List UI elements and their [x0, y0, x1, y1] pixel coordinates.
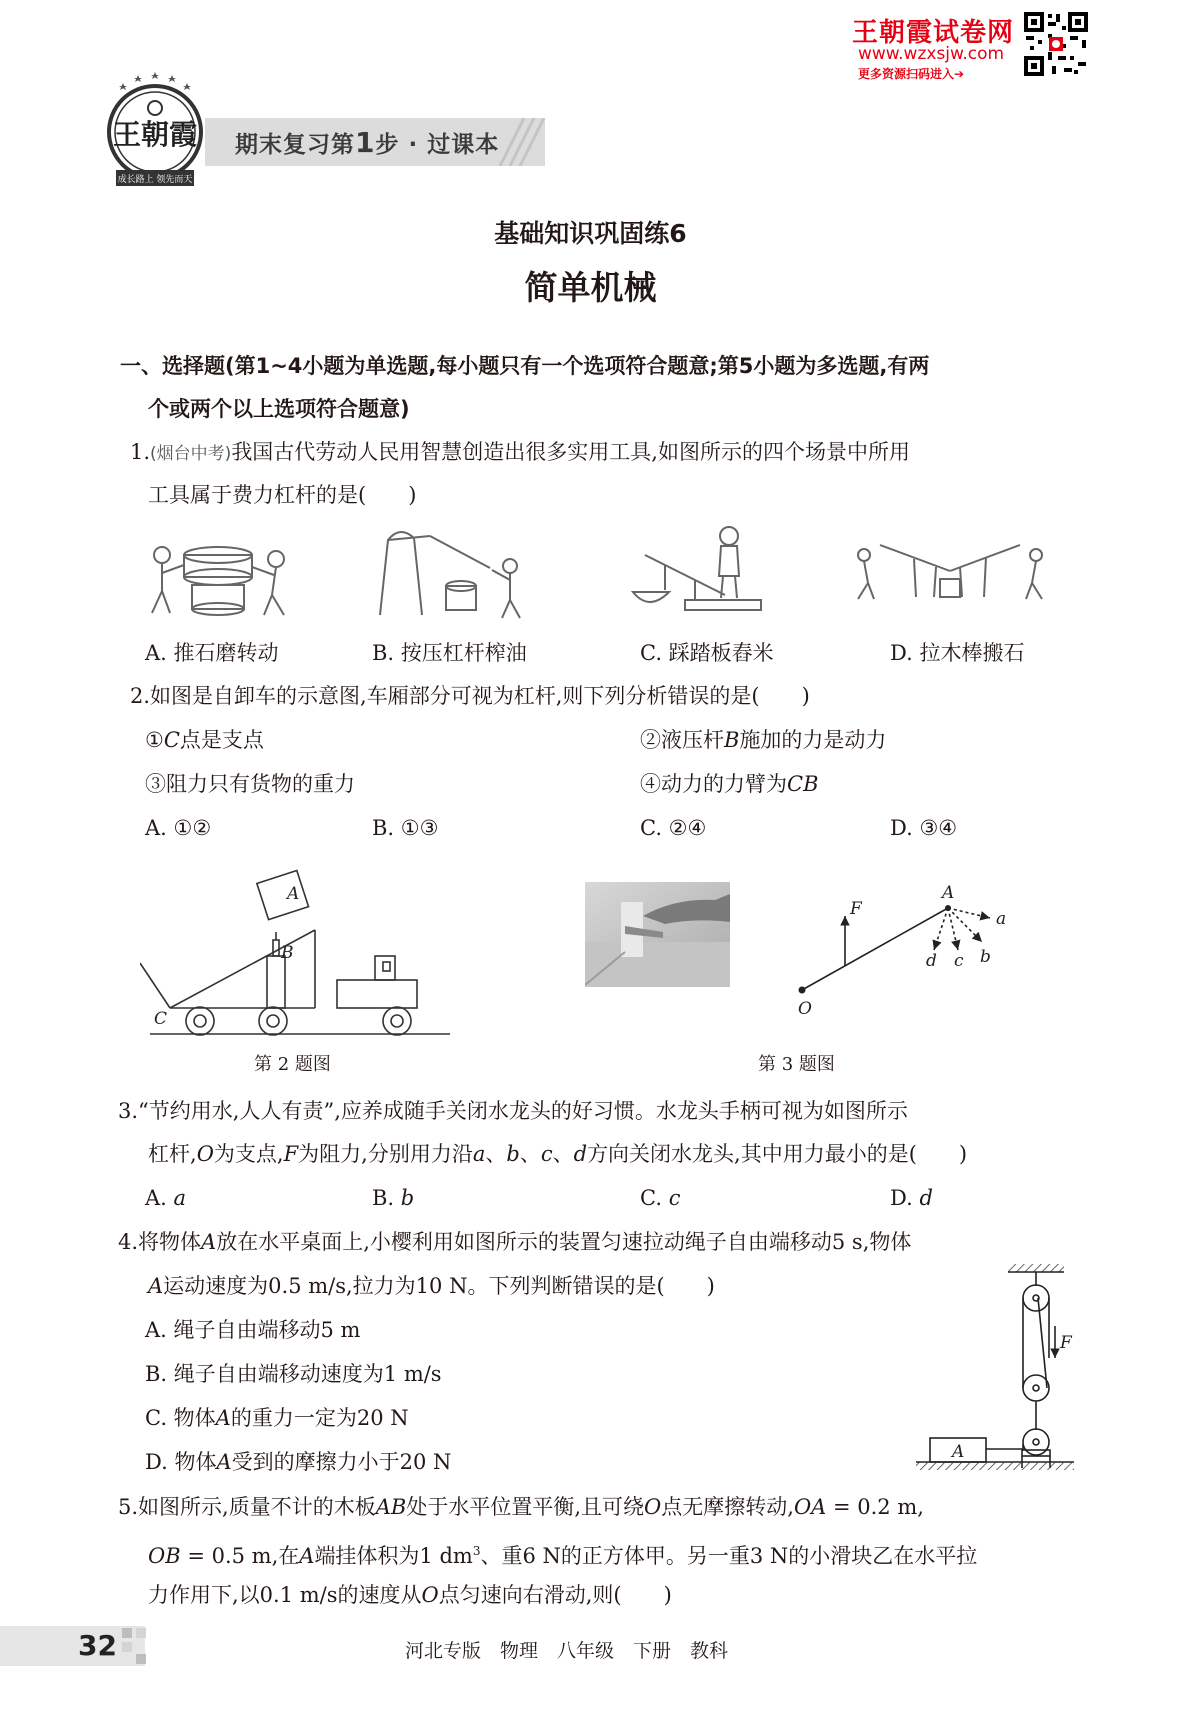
q1-image-lifting-stone — [850, 535, 1050, 605]
page-title: 简单机械 — [524, 268, 657, 307]
q4-option-a[interactable]: A. 绳子自由端移动5 m — [145, 1318, 361, 1342]
q3-option-a[interactable]: A. a — [145, 1186, 187, 1210]
q4-line1: 4.将物体A放在水平桌面上,小樱利用如图所示的装置匀速拉动绳子自由端移动5 s,物体 — [118, 1230, 912, 1254]
q5-line1: 5.如图所示,质量不计的木板AB处于水平位置平衡,且可绕O点无摩擦转动,OA = 0.2 m, — [118, 1495, 924, 1519]
footer-info: 河北专版 物理 八年级 下册 教科 — [405, 1640, 729, 1662]
q4-option-d[interactable]: D. 物体A受到的摩擦力小于20 N — [145, 1450, 452, 1474]
fig3-label-o: O — [798, 999, 812, 1019]
fig3-label-a-point: A — [942, 883, 955, 903]
q3-option-c[interactable]: C. c — [640, 1186, 681, 1210]
q1-line2: 工具属于费力杠杆的是( ) — [148, 483, 417, 507]
fig3-caption: 第 3 题图 — [758, 1054, 835, 1075]
fig3-faucet-photo — [585, 882, 730, 987]
fig2-label-b: B — [281, 943, 294, 963]
q2-statement-2: ②液压杆B施加的力是动力 — [640, 728, 887, 752]
site-title: 王朝霞试卷网 — [852, 18, 1015, 48]
logo-text: 王朝霞 — [112, 118, 198, 151]
q2-option-b[interactable]: B. ①③ — [372, 816, 439, 840]
q2-option-d[interactable]: D. ③④ — [890, 816, 958, 840]
q3-line2: 杠杆,O为支点,F为阻力,分别用力沿a、b、c、d方向关闭水龙头,其中用力最小的是( ) — [148, 1142, 968, 1166]
q4-option-b[interactable]: B. 绳子自由端移动速度为1 m/s — [145, 1362, 442, 1386]
fig2-label-a: A — [287, 884, 300, 904]
q1-image-pestle — [625, 520, 765, 620]
q2-statement-3: ③阻力只有货物的重力 — [145, 772, 355, 796]
q1-option-d[interactable]: D. 拉木棒搬石 — [890, 641, 1025, 665]
q2-option-c[interactable]: C. ②④ — [640, 816, 707, 840]
site-url[interactable]: www.wzxsjw.com — [858, 44, 1005, 64]
q2-option-a[interactable]: A. ①② — [145, 816, 212, 840]
section-heading: 一、选择题(第1~4小题为单选题,每小题只有一个选项符合题意;第5小题为多选题,有两 — [120, 354, 930, 378]
q4-line2: A运动速度为0.5 m/s,拉力为10 N。下列判断错误的是( ) — [148, 1274, 715, 1298]
fig3-label-f: F — [850, 899, 862, 919]
fig2-caption: 第 2 题图 — [254, 1054, 331, 1075]
q5-line3: 力作用下,以0.1 m/s的速度从O点匀速向右滑动,则( ) — [148, 1583, 672, 1607]
q1-line1: 1.(烟台中考)我国古代劳动人民用智慧创造出很多实用工具,如图所示的四个场景中所用 — [130, 440, 910, 464]
q1-option-b[interactable]: B. 按压杠杆榨油 — [372, 641, 527, 665]
fig2-dump-truck — [140, 858, 455, 1038]
fig3-dir-a: a — [996, 909, 1007, 929]
page-number: 32 — [78, 1629, 117, 1662]
section-heading-cont: 个或两个以上选项符合题意) — [148, 397, 410, 421]
q4-label-a: A — [952, 1442, 965, 1462]
fig2-label-c: C — [154, 1009, 168, 1029]
q3-option-b[interactable]: B. b — [372, 1186, 415, 1210]
q3-option-d[interactable]: D. d — [890, 1186, 933, 1210]
q5-line2: OB = 0.5 m,在A端挂体积为1 $dm^3$、重6 N的正方体甲。另一重3 N的小滑块乙在水平拉 — [148, 1544, 978, 1568]
exercise-subtitle: 基础知识巩固练6 — [494, 219, 687, 248]
q1-option-a[interactable]: A. 推石磨转动 — [145, 641, 279, 665]
footer-squares — [120, 1626, 152, 1666]
q1-image-oil-press — [370, 520, 530, 620]
fig3-dir-c: c — [954, 951, 964, 971]
q4-pulley-figure — [890, 1262, 1075, 1484]
q2-statement-1: ①C点是支点 — [145, 728, 264, 752]
q2-statement-4: ④动力的力臂为CB — [640, 772, 819, 796]
more-resources-text: 更多资源扫码进入➔ — [858, 67, 965, 81]
banner-title: 期末复习第1步 · 过课本 — [235, 126, 500, 159]
logo-emblem — [100, 70, 210, 195]
fig3-dir-d: d — [926, 951, 937, 971]
q3-line1: 3.“节约用水,人人有责”,应养成随手关闭水龙头的好习惯。水龙头手柄可视为如图所示 — [118, 1099, 908, 1123]
fig3-lever-diagram — [790, 878, 1025, 1028]
fig3-dir-b: b — [980, 947, 991, 967]
q2-line1: 2.如图是自卸车的示意图,车厢部分可视为杠杆,则下列分析错误的是( ) — [130, 684, 810, 708]
logo-slogan: 成长路上 领先而天 — [117, 175, 193, 185]
qr-code-icon[interactable] — [1022, 10, 1090, 78]
q4-label-f: F — [1060, 1333, 1072, 1353]
q1-option-c[interactable]: C. 踩踏板舂米 — [640, 641, 774, 665]
q1-image-millstone — [140, 525, 300, 620]
q4-option-c[interactable]: C. 物体A的重力一定为20 N — [145, 1406, 409, 1430]
